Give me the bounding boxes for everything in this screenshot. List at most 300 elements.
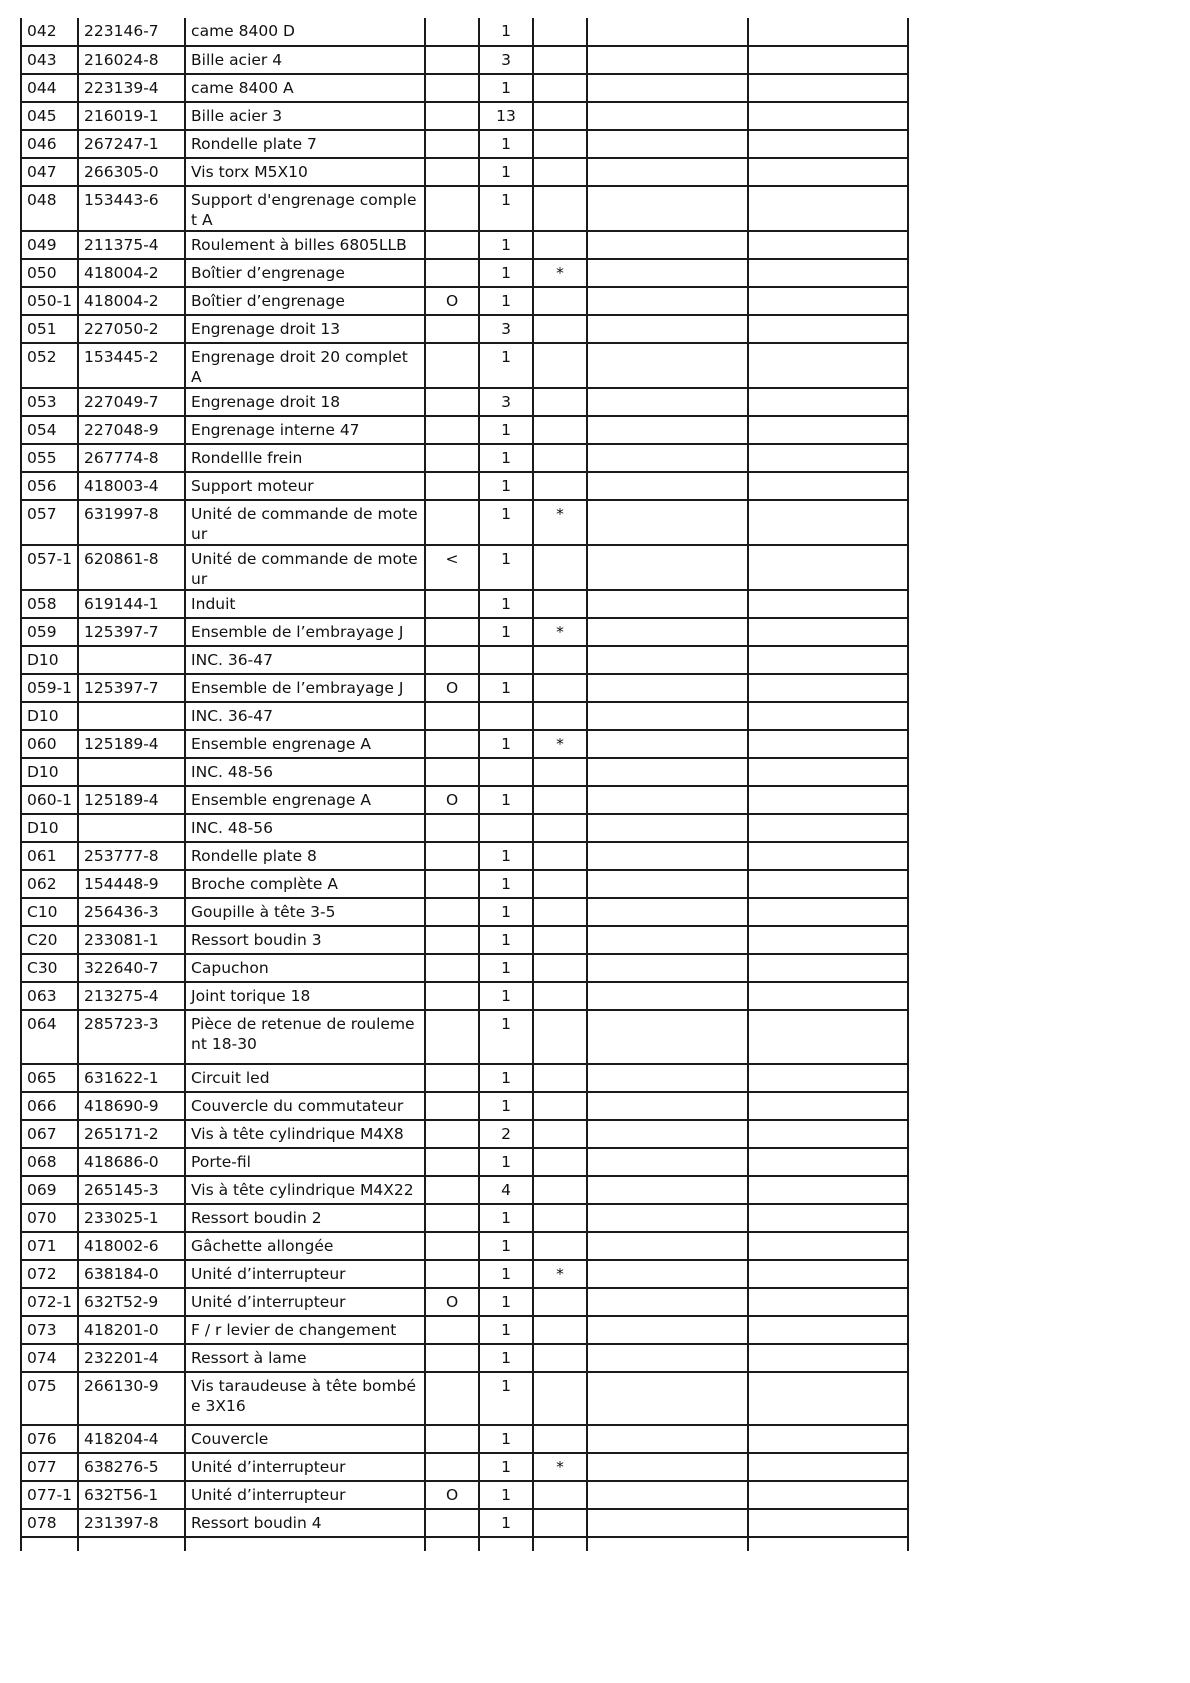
part-number-cell: 232201-4	[78, 1344, 185, 1372]
mark-cell: *	[533, 1260, 587, 1288]
note-cell	[425, 102, 479, 130]
table-row	[21, 102, 908, 130]
blank-cell	[587, 74, 748, 102]
mark-cell	[533, 786, 587, 814]
item-number-cell: 072	[21, 1260, 78, 1288]
quantity-cell: 1	[479, 472, 533, 500]
blank-cell	[587, 1260, 748, 1288]
blank-cell	[587, 158, 748, 186]
blank-cell	[587, 1010, 748, 1064]
description-cell: Engrenage droit 18	[185, 388, 425, 416]
blank-cell	[748, 786, 908, 814]
blank-cell	[587, 1481, 748, 1509]
quantity-cell: 1	[479, 1481, 533, 1509]
blank-cell	[587, 102, 748, 130]
table-row	[21, 1120, 908, 1148]
part-number-cell: 418204-4	[78, 1425, 185, 1453]
part-number-cell: 125189-4	[78, 786, 185, 814]
mark-cell	[533, 814, 587, 842]
note-cell	[425, 1092, 479, 1120]
item-number-cell: D10	[21, 814, 78, 842]
blank-cell	[748, 343, 908, 388]
table-row	[21, 472, 908, 500]
mark-cell	[533, 315, 587, 343]
item-number-cell: 071	[21, 1232, 78, 1260]
blank-cell	[748, 926, 908, 954]
table-row	[21, 758, 908, 786]
quantity-cell	[479, 646, 533, 674]
part-number-cell: 125397-7	[78, 674, 185, 702]
blank-cell	[587, 186, 748, 231]
blank-cell	[748, 287, 908, 315]
table-row	[21, 158, 908, 186]
table-row	[21, 814, 908, 842]
description-cell: Ensemble de l’embrayage J	[185, 618, 425, 646]
part-number-cell: 125189-4	[78, 730, 185, 758]
table-row	[21, 1509, 908, 1537]
blank-cell	[748, 1288, 908, 1316]
blank-cell	[748, 1344, 908, 1372]
blank-cell	[748, 388, 908, 416]
blank-cell	[587, 46, 748, 74]
blank-cell	[748, 259, 908, 287]
description-cell: Couvercle	[185, 1425, 425, 1453]
item-number-cell: 044	[21, 74, 78, 102]
note-cell	[425, 926, 479, 954]
quantity-cell: 1	[479, 74, 533, 102]
table-row	[21, 1288, 908, 1316]
blank-cell	[748, 646, 908, 674]
item-number-cell: 073	[21, 1316, 78, 1344]
blank-cell	[748, 870, 908, 898]
part-number-cell: 216024-8	[78, 46, 185, 74]
blank-cell	[587, 1425, 748, 1453]
note-cell	[425, 1204, 479, 1232]
part-number-cell: 267247-1	[78, 130, 185, 158]
mark-cell	[533, 1481, 587, 1509]
note-cell	[425, 1010, 479, 1064]
table-row	[21, 186, 908, 231]
blank-cell	[587, 388, 748, 416]
blank-cell	[748, 814, 908, 842]
item-number-cell: 048	[21, 186, 78, 231]
table-row	[21, 870, 908, 898]
item-number-cell: 055	[21, 444, 78, 472]
note-cell	[425, 416, 479, 444]
table-row	[21, 343, 908, 388]
quantity-cell: 1	[479, 1288, 533, 1316]
blank-cell	[748, 1232, 908, 1260]
quantity-cell: 4	[479, 1176, 533, 1204]
note-cell	[425, 46, 479, 74]
part-number-cell: 266130-9	[78, 1372, 185, 1426]
note-cell	[425, 315, 479, 343]
description-cell: Vis torx M5X10	[185, 158, 425, 186]
mark-cell	[533, 646, 587, 674]
blank-cell	[587, 982, 748, 1010]
item-number-cell: 064	[21, 1010, 78, 1064]
mark-cell	[533, 590, 587, 618]
blank-cell	[587, 18, 748, 46]
blank-cell	[587, 1148, 748, 1176]
table-row	[21, 1232, 908, 1260]
item-number-cell: 045	[21, 102, 78, 130]
table-row	[21, 646, 908, 674]
blank-cell	[587, 618, 748, 646]
description-cell: Porte-fil	[185, 1148, 425, 1176]
item-number-cell: 077	[21, 1453, 78, 1481]
table-row	[21, 1260, 908, 1288]
blank-cell	[185, 1537, 425, 1551]
table-row	[21, 926, 908, 954]
blank-cell	[587, 231, 748, 259]
part-number-cell: 418003-4	[78, 472, 185, 500]
part-number-cell: 418004-2	[78, 259, 185, 287]
blank-cell	[748, 1120, 908, 1148]
mark-cell	[533, 1372, 587, 1426]
blank-cell	[587, 1372, 748, 1426]
mark-cell	[533, 18, 587, 46]
table-row	[21, 444, 908, 472]
part-number-cell: 265145-3	[78, 1176, 185, 1204]
item-number-cell: 042	[21, 18, 78, 46]
note-cell	[425, 758, 479, 786]
note-cell	[425, 898, 479, 926]
blank-cell	[533, 1537, 587, 1551]
mark-cell	[533, 1010, 587, 1064]
blank-cell	[748, 18, 908, 46]
description-cell: Couvercle du commutateur	[185, 1092, 425, 1120]
part-number-cell: 322640-7	[78, 954, 185, 982]
table-row	[21, 545, 908, 590]
part-number-cell: 154448-9	[78, 870, 185, 898]
quantity-cell: 1	[479, 1148, 533, 1176]
table-row	[21, 674, 908, 702]
mark-cell	[533, 46, 587, 74]
table-row	[21, 1092, 908, 1120]
part-number-cell	[78, 702, 185, 730]
quantity-cell: 1	[479, 730, 533, 758]
mark-cell: *	[533, 1453, 587, 1481]
quantity-cell: 3	[479, 388, 533, 416]
blank-cell	[748, 954, 908, 982]
blank-cell	[748, 130, 908, 158]
blank-cell	[587, 1176, 748, 1204]
blank-cell	[748, 674, 908, 702]
mark-cell	[533, 842, 587, 870]
blank-cell	[587, 1288, 748, 1316]
part-number-cell: 619144-1	[78, 590, 185, 618]
blank-cell	[587, 545, 748, 590]
table-row	[21, 842, 908, 870]
blank-cell	[587, 814, 748, 842]
blank-cell	[587, 130, 748, 158]
mark-cell	[533, 1316, 587, 1344]
quantity-cell: 1	[479, 287, 533, 315]
item-number-cell: 065	[21, 1064, 78, 1092]
quantity-cell: 1	[479, 500, 533, 545]
blank-cell	[587, 786, 748, 814]
note-cell	[425, 814, 479, 842]
note-cell	[425, 870, 479, 898]
table-row	[21, 1372, 908, 1426]
item-number-cell: 058	[21, 590, 78, 618]
note-cell	[425, 1232, 479, 1260]
blank-cell	[587, 590, 748, 618]
table-row-partial	[21, 1537, 908, 1551]
mark-cell	[533, 926, 587, 954]
note-cell	[425, 954, 479, 982]
part-number-cell: 418201-0	[78, 1316, 185, 1344]
blank-cell	[587, 870, 748, 898]
description-cell: Rondelle plate 8	[185, 842, 425, 870]
note-cell	[425, 343, 479, 388]
mark-cell: *	[533, 500, 587, 545]
table-row	[21, 287, 908, 315]
quantity-cell: 1	[479, 1260, 533, 1288]
item-number-cell: 069	[21, 1176, 78, 1204]
note-cell	[425, 646, 479, 674]
blank-cell	[748, 444, 908, 472]
item-number-cell: D10	[21, 646, 78, 674]
quantity-cell: 1	[479, 1344, 533, 1372]
description-cell: Boîtier d’engrenage	[185, 259, 425, 287]
mark-cell	[533, 898, 587, 926]
item-number-cell: 047	[21, 158, 78, 186]
description-cell: Ressort à lame	[185, 1344, 425, 1372]
description-cell: Roulement à billes 6805LLB	[185, 231, 425, 259]
table-row	[21, 1010, 908, 1064]
table-row	[21, 982, 908, 1010]
description-cell: Induit	[185, 590, 425, 618]
part-number-cell: 233025-1	[78, 1204, 185, 1232]
quantity-cell: 1	[479, 1316, 533, 1344]
table-row	[21, 786, 908, 814]
mark-cell	[533, 343, 587, 388]
item-number-cell: 059	[21, 618, 78, 646]
item-number-cell: 046	[21, 130, 78, 158]
item-number-cell: 077-1	[21, 1481, 78, 1509]
parts-table-body	[21, 18, 908, 1551]
blank-cell	[748, 1260, 908, 1288]
table-row	[21, 954, 908, 982]
blank-cell	[748, 315, 908, 343]
mark-cell	[533, 388, 587, 416]
part-number-cell: 418686-0	[78, 1148, 185, 1176]
mark-cell: *	[533, 730, 587, 758]
blank-cell	[748, 231, 908, 259]
quantity-cell	[479, 702, 533, 730]
item-number-cell: 052	[21, 343, 78, 388]
item-number-cell: 053	[21, 388, 78, 416]
note-cell	[425, 730, 479, 758]
quantity-cell: 1	[479, 186, 533, 231]
part-number-cell: 227049-7	[78, 388, 185, 416]
table-row	[21, 702, 908, 730]
quantity-cell: 3	[479, 315, 533, 343]
blank-cell	[587, 1204, 748, 1232]
quantity-cell: 1	[479, 343, 533, 388]
item-number-cell: 062	[21, 870, 78, 898]
part-number-cell: 211375-4	[78, 231, 185, 259]
blank-cell	[587, 500, 748, 545]
quantity-cell: 1	[479, 130, 533, 158]
note-cell: O	[425, 1481, 479, 1509]
table-row	[21, 1204, 908, 1232]
part-number-cell: 227048-9	[78, 416, 185, 444]
quantity-cell: 13	[479, 102, 533, 130]
description-cell: INC. 36-47	[185, 646, 425, 674]
quantity-cell: 1	[479, 870, 533, 898]
blank-cell	[748, 74, 908, 102]
part-number-cell: 631622-1	[78, 1064, 185, 1092]
table-row	[21, 500, 908, 545]
blank-cell	[748, 618, 908, 646]
mark-cell	[533, 231, 587, 259]
mark-cell	[533, 186, 587, 231]
description-cell: Support moteur	[185, 472, 425, 500]
table-row	[21, 618, 908, 646]
description-cell: Goupille à tête 3-5	[185, 898, 425, 926]
part-number-cell: 266305-0	[78, 158, 185, 186]
item-number-cell: 057	[21, 500, 78, 545]
mark-cell	[533, 545, 587, 590]
blank-cell	[748, 1010, 908, 1064]
note-cell	[425, 1509, 479, 1537]
mark-cell	[533, 1204, 587, 1232]
item-number-cell: 057-1	[21, 545, 78, 590]
description-cell: Unité d’interrupteur	[185, 1260, 425, 1288]
description-cell: Ensemble de l’embrayage J	[185, 674, 425, 702]
blank-cell	[587, 898, 748, 926]
quantity-cell: 1	[479, 618, 533, 646]
blank-cell	[587, 1120, 748, 1148]
table-row	[21, 1425, 908, 1453]
blank-cell	[748, 1425, 908, 1453]
note-cell	[425, 259, 479, 287]
quantity-cell: 1	[479, 231, 533, 259]
description-cell: Gâchette allongée	[185, 1232, 425, 1260]
item-number-cell: 051	[21, 315, 78, 343]
item-number-cell: D10	[21, 702, 78, 730]
blank-cell	[587, 444, 748, 472]
note-cell	[425, 1372, 479, 1426]
note-cell	[425, 982, 479, 1010]
mark-cell: *	[533, 259, 587, 287]
quantity-cell: 1	[479, 926, 533, 954]
note-cell	[425, 444, 479, 472]
part-number-cell: 632T56-1	[78, 1481, 185, 1509]
note-cell	[425, 472, 479, 500]
part-number-cell: 632T52-9	[78, 1288, 185, 1316]
part-number-cell: 227050-2	[78, 315, 185, 343]
blank-cell	[587, 842, 748, 870]
description-cell: Vis à tête cylindrique M4X8	[185, 1120, 425, 1148]
item-number-cell: 049	[21, 231, 78, 259]
blank-cell	[587, 259, 748, 287]
part-number-cell: 267774-8	[78, 444, 185, 472]
description-cell: Rondellle frein	[185, 444, 425, 472]
table-row	[21, 231, 908, 259]
blank-cell	[587, 646, 748, 674]
blank-cell	[587, 702, 748, 730]
mark-cell: *	[533, 618, 587, 646]
mark-cell	[533, 702, 587, 730]
description-cell: Ressort boudin 3	[185, 926, 425, 954]
part-number-cell: 285723-3	[78, 1010, 185, 1064]
mark-cell	[533, 74, 587, 102]
table-row	[21, 18, 908, 46]
blank-cell	[587, 343, 748, 388]
blank-cell	[587, 315, 748, 343]
part-number-cell: 418002-6	[78, 1232, 185, 1260]
description-cell: Broche complète A	[185, 870, 425, 898]
blank-cell	[587, 287, 748, 315]
part-number-cell: 418690-9	[78, 1092, 185, 1120]
quantity-cell: 1	[479, 444, 533, 472]
mark-cell	[533, 1232, 587, 1260]
blank-cell	[748, 1064, 908, 1092]
mark-cell	[533, 982, 587, 1010]
quantity-cell: 1	[479, 545, 533, 590]
description-cell: INC. 48-56	[185, 814, 425, 842]
blank-cell	[587, 954, 748, 982]
mark-cell	[533, 954, 587, 982]
description-cell: Capuchon	[185, 954, 425, 982]
description-cell: Ressort boudin 4	[185, 1509, 425, 1537]
note-cell	[425, 1260, 479, 1288]
description-cell: Joint torique 18	[185, 982, 425, 1010]
blank-cell	[587, 472, 748, 500]
quantity-cell: 1	[479, 1453, 533, 1481]
part-number-cell: 223146-7	[78, 18, 185, 46]
item-number-cell: D10	[21, 758, 78, 786]
description-cell: Engrenage droit 20 complet A	[185, 343, 425, 388]
note-cell	[425, 702, 479, 730]
item-number-cell: 070	[21, 1204, 78, 1232]
note-cell	[425, 1064, 479, 1092]
blank-cell	[748, 472, 908, 500]
part-number-cell: 638184-0	[78, 1260, 185, 1288]
mark-cell	[533, 472, 587, 500]
blank-cell	[748, 1092, 908, 1120]
part-number-cell	[78, 646, 185, 674]
description-cell: Rondelle plate 7	[185, 130, 425, 158]
blank-cell	[748, 46, 908, 74]
item-number-cell: 043	[21, 46, 78, 74]
description-cell: Engrenage droit 13	[185, 315, 425, 343]
quantity-cell: 1	[479, 1509, 533, 1537]
item-number-cell: 066	[21, 1092, 78, 1120]
blank-cell	[748, 842, 908, 870]
quantity-cell: 1	[479, 259, 533, 287]
blank-cell	[21, 1537, 78, 1551]
note-cell	[425, 231, 479, 259]
blank-cell	[587, 674, 748, 702]
note-cell	[425, 842, 479, 870]
part-number-cell: 620861-8	[78, 545, 185, 590]
description-cell: Unité de commande de moteur	[185, 545, 425, 590]
quantity-cell: 1	[479, 842, 533, 870]
quantity-cell: 1	[479, 898, 533, 926]
note-cell	[425, 1148, 479, 1176]
blank-cell	[78, 1537, 185, 1551]
item-number-cell: 072-1	[21, 1288, 78, 1316]
table-row	[21, 130, 908, 158]
description-cell: Engrenage interne 47	[185, 416, 425, 444]
blank-cell	[748, 982, 908, 1010]
item-number-cell: 061	[21, 842, 78, 870]
